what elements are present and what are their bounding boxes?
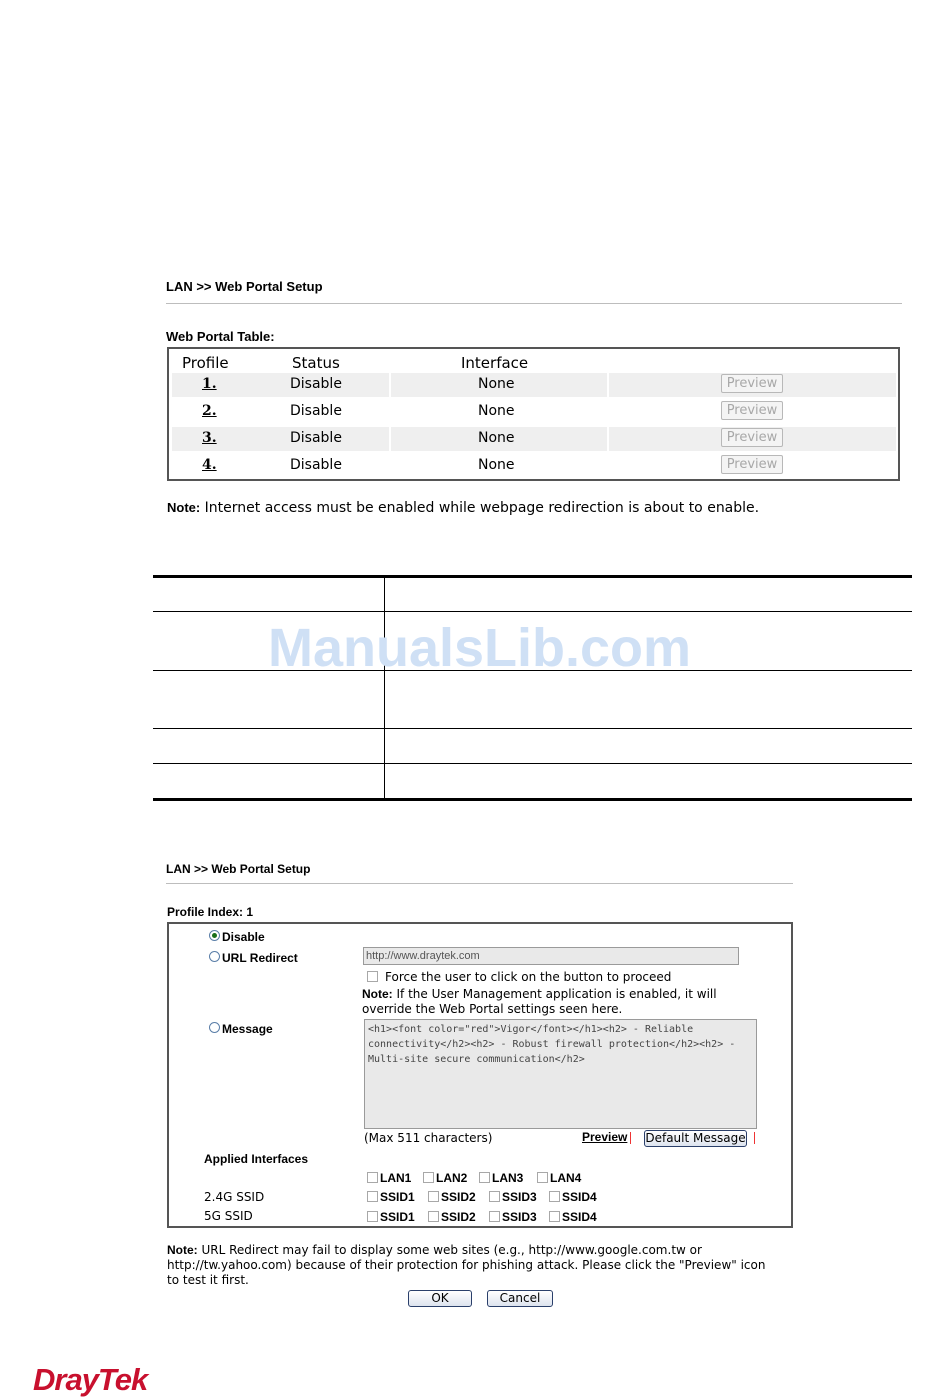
status-cell: Disable xyxy=(290,457,342,473)
ssid24-4-checkbox[interactable] xyxy=(549,1191,560,1202)
ssid24-3-label: SSID3 xyxy=(502,1190,537,1204)
cancel-button[interactable]: Cancel xyxy=(487,1290,553,1307)
url-redirect-radio[interactable] xyxy=(209,951,220,962)
separator-mark xyxy=(754,1132,755,1144)
ssid5-3-checkbox[interactable] xyxy=(489,1211,500,1222)
column-header-interface: Interface xyxy=(461,354,529,372)
inner-note-line1: If the User Management application is enabled, it will xyxy=(392,987,717,1001)
ssid-24g-label: 2.4G SSID xyxy=(204,1190,265,1204)
lan4-checkbox[interactable] xyxy=(537,1172,548,1183)
interface-cell: None xyxy=(478,376,515,392)
message-label: Message xyxy=(222,1022,273,1036)
ssid5-1-checkbox[interactable] xyxy=(367,1211,378,1222)
url-input[interactable] xyxy=(363,947,739,965)
table-title: Web Portal Table: xyxy=(166,329,275,344)
table-note xyxy=(167,500,759,516)
inner-note-label: Note: xyxy=(362,987,393,1001)
lan1-checkbox[interactable] xyxy=(367,1172,378,1183)
inner-note-line2: override the Web Portal settings seen here. xyxy=(362,1002,623,1016)
table-row xyxy=(172,400,896,424)
ssid24-1-checkbox[interactable] xyxy=(367,1191,378,1202)
preview-button[interactable]: Preview xyxy=(721,401,783,420)
profile-form xyxy=(167,922,793,1228)
web-portal-table xyxy=(167,347,900,481)
max-chars: (Max 511 characters) xyxy=(364,1131,493,1145)
ssid24-2-label: SSID2 xyxy=(441,1190,476,1204)
force-checkbox[interactable] xyxy=(367,971,378,982)
column-header-profile: Profile xyxy=(182,354,229,372)
table-row xyxy=(172,454,896,478)
bottom-note-line1: URL Redirect may fail to display some web sites (e.g., http://www.google.com.tw or xyxy=(197,1243,702,1257)
bottom-note-line3: to test it first. xyxy=(167,1273,249,1287)
force-label: Force the user to click on the button to proceed xyxy=(385,970,672,984)
column-header-status: Status xyxy=(292,354,340,372)
ssid24-3-checkbox[interactable] xyxy=(489,1191,500,1202)
bottom-note-line2: http://tw.yahoo.com) because of their protection for phishing attack. Please click the "Preview" icon xyxy=(167,1258,766,1272)
ssid5-2-checkbox[interactable] xyxy=(428,1211,439,1222)
ssid5-4-checkbox[interactable] xyxy=(549,1211,560,1222)
table-row xyxy=(172,373,896,397)
watermark: ManualsLib.com xyxy=(268,618,692,678)
preview-link[interactable]: Preview xyxy=(582,1130,628,1144)
status-cell: Disable xyxy=(290,376,342,392)
lan2-checkbox[interactable] xyxy=(423,1172,434,1183)
lan1-label: LAN1 xyxy=(380,1171,412,1185)
message-textarea[interactable] xyxy=(364,1019,757,1129)
ssid24-1-label: SSID1 xyxy=(380,1190,415,1204)
preview-button[interactable]: Preview xyxy=(721,455,783,474)
ok-button[interactable]: OK xyxy=(408,1290,472,1307)
ssid5-3-label: SSID3 xyxy=(502,1210,537,1224)
breadcrumb: LAN >> Web Portal Setup xyxy=(166,862,311,876)
note-label: Note: xyxy=(167,500,201,515)
url-redirect-label: URL Redirect xyxy=(222,951,298,965)
draytek-logo: DrayTek xyxy=(33,1362,148,1397)
interface-cell: None xyxy=(478,430,515,446)
preview-button[interactable]: Preview xyxy=(721,428,783,447)
breadcrumb: LAN >> Web Portal Setup xyxy=(166,279,323,294)
inner-note xyxy=(362,987,717,1017)
disable-radio[interactable] xyxy=(209,930,220,941)
ssid5-1-label: SSID1 xyxy=(380,1210,415,1224)
table-row xyxy=(172,427,896,451)
divider xyxy=(166,883,793,884)
status-cell: Disable xyxy=(290,430,342,446)
bottom-note-label: Note: xyxy=(167,1243,198,1257)
ssid-5g-label: 5G SSID xyxy=(204,1209,253,1223)
separator-mark xyxy=(630,1132,631,1144)
bottom-note xyxy=(167,1243,765,1288)
divider xyxy=(166,303,902,304)
ssid24-2-checkbox[interactable] xyxy=(428,1191,439,1202)
lan2-label: LAN2 xyxy=(436,1171,468,1185)
profile-link-2[interactable]: 2. xyxy=(202,403,217,419)
default-message-button[interactable]: Default Message xyxy=(645,1131,746,1145)
interface-cell: None xyxy=(478,403,515,419)
ssid24-4-label: SSID4 xyxy=(562,1190,597,1204)
ssid5-2-label: SSID2 xyxy=(441,1210,476,1224)
note-text: Internet access must be enabled while webpage redirection is about to enable. xyxy=(200,500,760,516)
disable-label: Disable xyxy=(222,930,265,944)
profile-index: Profile Index: 1 xyxy=(167,905,254,919)
interface-cell: None xyxy=(478,457,515,473)
profile-link-3[interactable]: 3. xyxy=(202,430,217,446)
applied-interfaces-label: Applied Interfaces xyxy=(204,1152,309,1166)
message-radio[interactable] xyxy=(209,1022,220,1033)
profile-link-4[interactable]: 4. xyxy=(202,457,217,473)
lan4-label: LAN4 xyxy=(550,1171,582,1185)
lan3-checkbox[interactable] xyxy=(479,1172,490,1183)
lan3-label: LAN3 xyxy=(492,1171,524,1185)
ssid5-4-label: SSID4 xyxy=(562,1210,597,1224)
profile-link-1[interactable]: 1. xyxy=(202,376,217,392)
status-cell: Disable xyxy=(290,403,342,419)
preview-button[interactable]: Preview xyxy=(721,374,783,393)
